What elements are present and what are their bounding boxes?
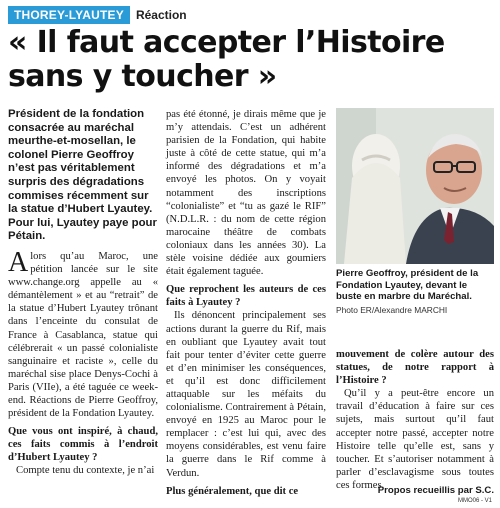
author-signature: Propos recueillis par S.C. xyxy=(377,485,494,496)
intro-text: lors qu’au Maroc, une pétition lancée sur le site www.change.org appelle au « démantèlement » et au “retrait” de la statue d’Hubert Lyautey trônant dans l’enceinte du consulat de France à Casablanca, statue qui célébrerait « un passé colonialiste sanguinaire et raciste », celle du maréchal sise place Denys-Cochi à Paris (VIIe), a été taguée ce week-end. Réactions de Pierre Geoffroy, président de la Fondation Lyautey. xyxy=(8,250,158,420)
marble-bust-body xyxy=(344,163,406,264)
answer-1-continued: pas été étonné, je dirais même que je m’y attendais. C’est un adhérent parisien de la Fondation, qui habite juste à côté de cette statue, qui m’a informé des dégradations et m’a envoyé les photos. On y voyait notamment des inscriptions “colonialiste” et “tu as gazé le RIF” (N.D.L.R. : du nom de cette région marocaine théâtre de combats coloniaux dans les années 30). La stèle voisine dédiée aux goumiers était également taguée. xyxy=(166,109,326,278)
answer-2: Ils dénoncent principalement ses actions durant la guerre du Rif, mais en oubliant que Lyautey avait tout fait pour tenter d’éviter cette guerre et d’en minimiser les conséquences, et qu’il est donc difficilement attaquable sur les méfaits du colonialisme. Contrairement à Pétain, envoyé en 1925 au Maroc pour le remplacer : c’est lui qui, avec des moyens considérables, est venu faire la guerre dans le Rif comme à Verdun. xyxy=(166,310,326,479)
photo-illustration xyxy=(336,108,494,264)
question-3: Plus généralement, que dit ce xyxy=(166,485,299,497)
article-photo xyxy=(336,108,494,264)
article-column-3 xyxy=(336,348,494,492)
article-headline xyxy=(8,26,496,94)
drop-cap: A xyxy=(8,246,29,278)
page-reference: MMO06 - V1 xyxy=(457,498,492,504)
section-tag: THOREY-LYAUTEY xyxy=(8,6,130,24)
section-header xyxy=(8,6,187,24)
intro-paragraph xyxy=(8,246,158,420)
article-category: Réaction xyxy=(135,8,187,22)
article-column-1 xyxy=(8,108,158,478)
headline-line-2: sans y toucher » xyxy=(8,59,277,94)
article-column-2 xyxy=(166,108,326,498)
answer-1-start: Compte tenu du contexte, je n’ai xyxy=(16,465,155,477)
answer-3: Qu’il y a peut-être encore un travail d’éducation à faire sur ces sujets, mais surtout qu’il faut accepter notre passé, accepter notre Histoire telle qu’elle est, sans y toucher. Et s’autoriser notamment à parler d’esclavagisme sous toutes ces formes. xyxy=(336,388,494,491)
question-2: Que reprochent les auteurs de ces faits à Lyautey ? xyxy=(166,284,326,309)
photo-credit: Photo ER/Alexandre MARCHI xyxy=(336,304,448,315)
photo-caption: Pierre Geoffroy, président de la Fondation Lyautey, devant le buste en marbre du Maréchal. xyxy=(336,268,479,303)
question-3-continued: mouvement de colère autour des statues, de notre rapport à l’Histoire ? xyxy=(336,349,494,387)
headline-line-1: « Il faut accepter l’Histoire xyxy=(8,25,445,60)
article-lead: Président de la fondation consacrée au maréchal meurthe-et-mosellan, le colonel Pierre Geoffroy n’est pas véritablement surpris des dégradations commises récemment sur la statue d’Hubert Lyautey. Pour lui, Lyautey paye pour Pétain. xyxy=(8,108,157,243)
question-1: Que vous ont inspiré, à chaud, ces faits commis à l’endroit d’Hubert Lyautey ? xyxy=(8,426,158,464)
photo-caption-block xyxy=(336,268,494,316)
